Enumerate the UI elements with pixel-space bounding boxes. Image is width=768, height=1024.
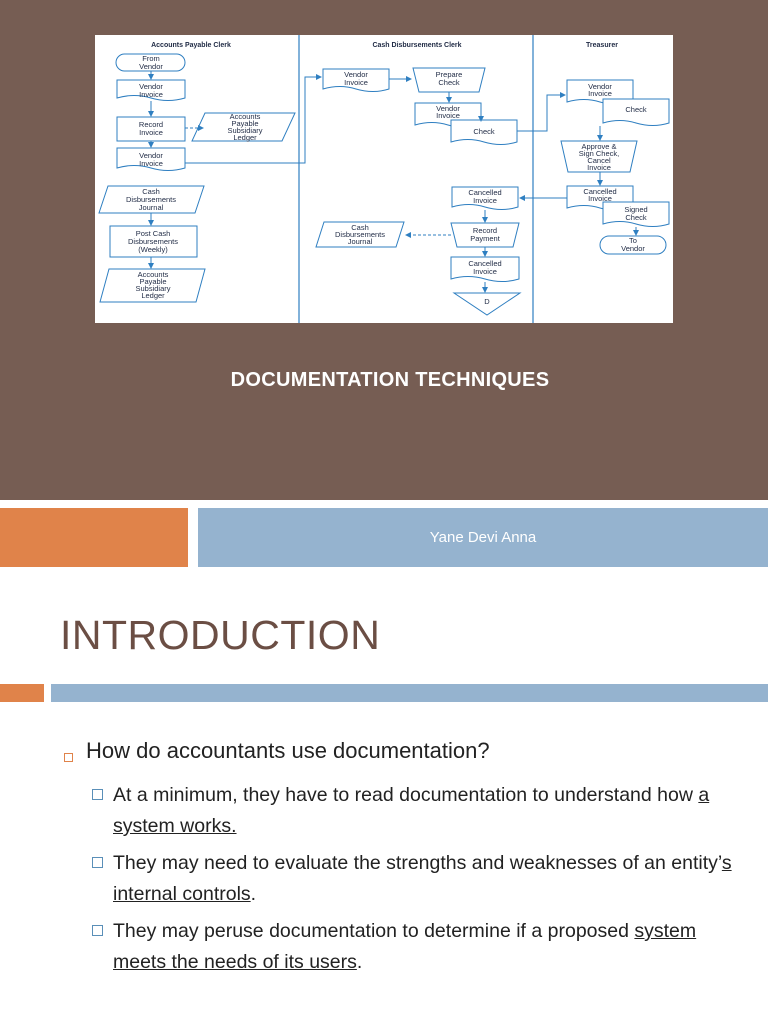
- from-vendor-label-1: Vendor: [139, 62, 163, 71]
- to-vendor-label-0: To: [629, 236, 637, 245]
- tr-cancelled-invoice-label-1: Invoice: [588, 194, 612, 203]
- ap-ledger-1-label-2: Subsidiary: [227, 126, 263, 135]
- cd-check-label: Check: [473, 127, 495, 136]
- approve-label-2: Cancel: [587, 156, 611, 165]
- tr-vendor-invoice-label-0: Vendor: [588, 82, 612, 91]
- approve-label-0: Approve &: [581, 142, 617, 151]
- prepare-check-label-0: Prepare: [435, 70, 463, 79]
- cd-vendor-invoice-label-0: Vendor: [344, 70, 368, 79]
- point-3-end: .: [356, 951, 363, 973]
- cancelled-invoice-1-label-0: Cancelled: [468, 188, 502, 197]
- record-invoice-label-0: Record: [138, 120, 164, 129]
- point-1-text: At a minimum, they have to read documentation to understand how: [113, 784, 699, 806]
- flowchart-figure: [95, 35, 673, 323]
- cancelled-invoice-1-label-1: Invoice: [473, 196, 497, 205]
- lane-treasurer: Treasurer: [586, 42, 618, 49]
- slide-title: DOCUMENTATION TECHNIQUES: [230, 369, 550, 391]
- question-text: How do accountants use documentation?: [86, 738, 490, 763]
- point-2-text: They may need to evaluate the strengths and weaknesses of an entity’: [113, 852, 722, 874]
- approve-label-3: Invoice: [587, 163, 611, 172]
- lane-ap-clerk: Accounts Payable Clerk: [151, 42, 231, 49]
- sub-bullet-icon: [92, 789, 103, 800]
- ap-ledger-1-label-0: Accounts: [229, 112, 261, 121]
- title-slide: [0, 0, 768, 500]
- ap-ledger-2-label-0: Accounts: [137, 270, 169, 279]
- vendor-invoice-2-label-1: Invoice: [139, 159, 163, 168]
- point-3-underlined: system meets the needs of its users: [113, 920, 697, 973]
- intro-blue-rule: [51, 684, 768, 702]
- intro-title: INTRODUCTION: [60, 612, 381, 658]
- post-cash-label-0: Post Cash: [135, 229, 171, 238]
- orange-accent-bar: [0, 508, 188, 567]
- point-3: [113, 916, 753, 978]
- point-1-underlined: a system works.: [113, 784, 710, 837]
- post-cash-label-1: Disbursements: [127, 237, 179, 246]
- from-vendor-label-0: From: [142, 54, 160, 63]
- ap-ledger-2-label-1: Payable: [139, 277, 167, 286]
- point-2: [113, 848, 753, 910]
- vendor-invoice-1-label-1: Invoice: [139, 90, 163, 99]
- cash-journal-1-label-1: Disbursements: [125, 195, 177, 204]
- cd-vendor-invoice-label-1: Invoice: [344, 78, 368, 87]
- cd-vendor-invoice-2-label-1: Invoice: [436, 111, 460, 120]
- tr-cancelled-invoice-label-0: Cancelled: [583, 187, 617, 196]
- connector-d-label: D: [484, 297, 490, 306]
- prepare-check-label-1: Check: [438, 78, 460, 87]
- vendor-invoice-1-label-0: Vendor: [139, 82, 163, 91]
- point-2-underlined: s internal controls: [113, 852, 732, 905]
- ap-ledger-2-label-3: Ledger: [141, 291, 165, 300]
- ap-ledger-1-label-3: Ledger: [233, 133, 257, 142]
- ap-ledger-1-label-1: Payable: [231, 119, 259, 128]
- point-2-end: .: [250, 883, 257, 905]
- post-cash-label-2: (Weekly): [138, 245, 168, 254]
- record-invoice-label-1: Invoice: [139, 128, 163, 137]
- cash-journal-1-label-0: Cash: [142, 187, 160, 196]
- record-payment-label-0: Record: [472, 226, 498, 235]
- flowchart-svg: [95, 35, 673, 323]
- ap-ledger-2-label-2: Subsidiary: [135, 284, 171, 293]
- lane-cd-clerk: Cash Disbursements Clerk: [372, 42, 462, 49]
- approve-label-1: Sign Check,: [578, 149, 620, 158]
- sub-bullet-icon: [92, 857, 103, 868]
- cancelled-invoice-2-label-1: Invoice: [473, 267, 497, 276]
- signed-check-label-1: Check: [625, 213, 647, 222]
- cd-journal-label-1: Disbursements: [334, 230, 386, 239]
- cash-journal-1-label-2: Journal: [138, 203, 164, 212]
- signed-check-label-0: Signed: [624, 205, 648, 214]
- cd-journal-label-0: Cash: [351, 223, 369, 232]
- author-name: Yane Devi Anna: [429, 529, 537, 546]
- tr-vendor-invoice-label-1: Invoice: [588, 89, 612, 98]
- sub-bullet-icon: [92, 925, 103, 936]
- point-1: [113, 780, 753, 842]
- cd-vendor-invoice-2-label-0: Vendor: [436, 104, 460, 113]
- to-vendor-label-1: Vendor: [621, 244, 645, 253]
- vendor-invoice-2-label-0: Vendor: [139, 151, 163, 160]
- bullet-square-icon: [64, 753, 73, 762]
- cd-journal-label-2: Journal: [347, 237, 373, 246]
- point-3-text: They may peruse documentation to determine if a proposed: [113, 920, 635, 942]
- tr-check-label: Check: [625, 105, 647, 114]
- cancelled-invoice-2-label-0: Cancelled: [468, 259, 502, 268]
- record-payment-label-1: Payment: [470, 234, 500, 243]
- intro-orange-rule: [0, 684, 44, 702]
